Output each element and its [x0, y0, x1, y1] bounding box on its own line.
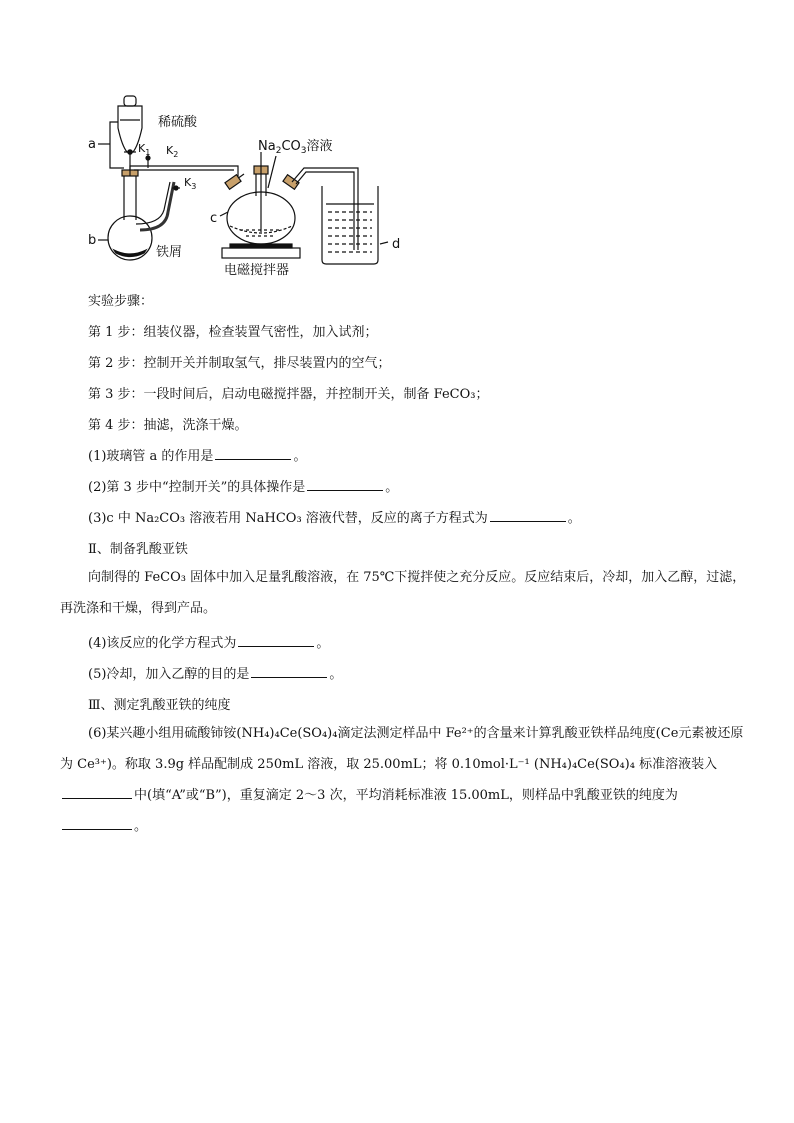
step-2: 第 2 步：控制开关并制取氢气，排尽装置内的空气； [88, 356, 391, 371]
answer-blank-2[interactable] [307, 478, 383, 491]
question-4: (4)该反应的化学方程式为 。 [88, 636, 330, 651]
outlet-tube [292, 168, 358, 250]
section-3-heading: Ⅲ、测定乳酸亚铁的纯度 [88, 698, 231, 713]
label-iron: 铁屑 [156, 245, 183, 260]
label-k3: $K_3$ [184, 176, 197, 191]
step-1: 第 1 步：组装仪器，检查装置气密性，加入试剂； [88, 325, 378, 340]
side-tube [136, 182, 170, 224]
answer-blank-6b[interactable] [62, 817, 132, 830]
label-b: b [88, 233, 97, 248]
label-c: c [210, 211, 218, 226]
label-acid: 稀硫酸 [158, 115, 198, 130]
label-stirrer: 电磁搅拌器 [224, 263, 290, 278]
question-3: (3)c 中 Na₂CO₃ 溶液若用 NaHCO₃ 溶液代替，反应的离子方程式为 。 [88, 511, 581, 526]
question-2: (2)第 3 步中“控制开关”的具体操作是 。 [88, 480, 399, 495]
label-k1: $K_1$ [138, 142, 151, 157]
magnetic-stirrer [222, 248, 300, 258]
question-5: (5)冷却，加入乙醇的目的是 。 [88, 667, 343, 682]
label-k2: $K_2$ [166, 144, 179, 159]
apparatus-svg [80, 92, 410, 282]
answer-blank-4[interactable] [238, 634, 314, 647]
answer-blank-3[interactable] [490, 509, 566, 522]
funnel-stopper [124, 96, 136, 106]
question-6: (6)某兴趣小组用硫酸铈铵(NH₄)₄Ce(SO₄)₄滴定法测定样品中 Fe²⁺的含量来计算乳酸亚铁样品纯度(Ce元素被还原为 Ce³⁺)。称取 3.9g 样品配制成 250mL 溶液，取 25.00mL；将 0.10mol·L⁻¹ (NH₄)₄Ce(SO₄)₄ 标准溶液装入中(填“A”或“B”)，重复滴定 2～3 次，平均消耗标准液 15.00mL，则样品中乳酸亚铁的纯度为。 [60, 726, 744, 834]
step-4: 第 4 步：抽滤，洗涤干燥。 [88, 418, 248, 433]
glass-tube-a [110, 122, 124, 168]
label-d: d [392, 237, 401, 252]
stir-bar-plate [230, 244, 292, 248]
stopcock-k1 [128, 150, 132, 154]
section-2-heading: Ⅱ、制备乳酸亚铁 [88, 542, 188, 557]
beaker-liquid [328, 212, 372, 252]
question-1: (1)玻璃管 a 的作用是 。 [88, 449, 307, 464]
iron-filings [114, 250, 146, 257]
answer-blank-6a[interactable] [62, 786, 132, 799]
label-a: a [88, 137, 96, 152]
answer-blank-5[interactable] [251, 665, 327, 678]
answer-blank-1[interactable] [215, 447, 291, 460]
label-na2co3: $Na_2CO_3$溶液 [258, 139, 333, 156]
apparatus-diagram [80, 92, 410, 282]
step-3: 第 3 步：一段时间后，启动电磁搅拌器，并控制开关，制备 FeCO₃； [88, 387, 489, 402]
section-2-paragraph: 向制得的 FeCO₃ 固体中加入足量乳酸溶液，在 75℃下搅拌使之充分反应。反应结束后，冷却，加入乙醇，过滤，再洗涤和干燥，得到产品。 [60, 570, 746, 616]
steps-title: 实验步骤： [88, 294, 154, 309]
